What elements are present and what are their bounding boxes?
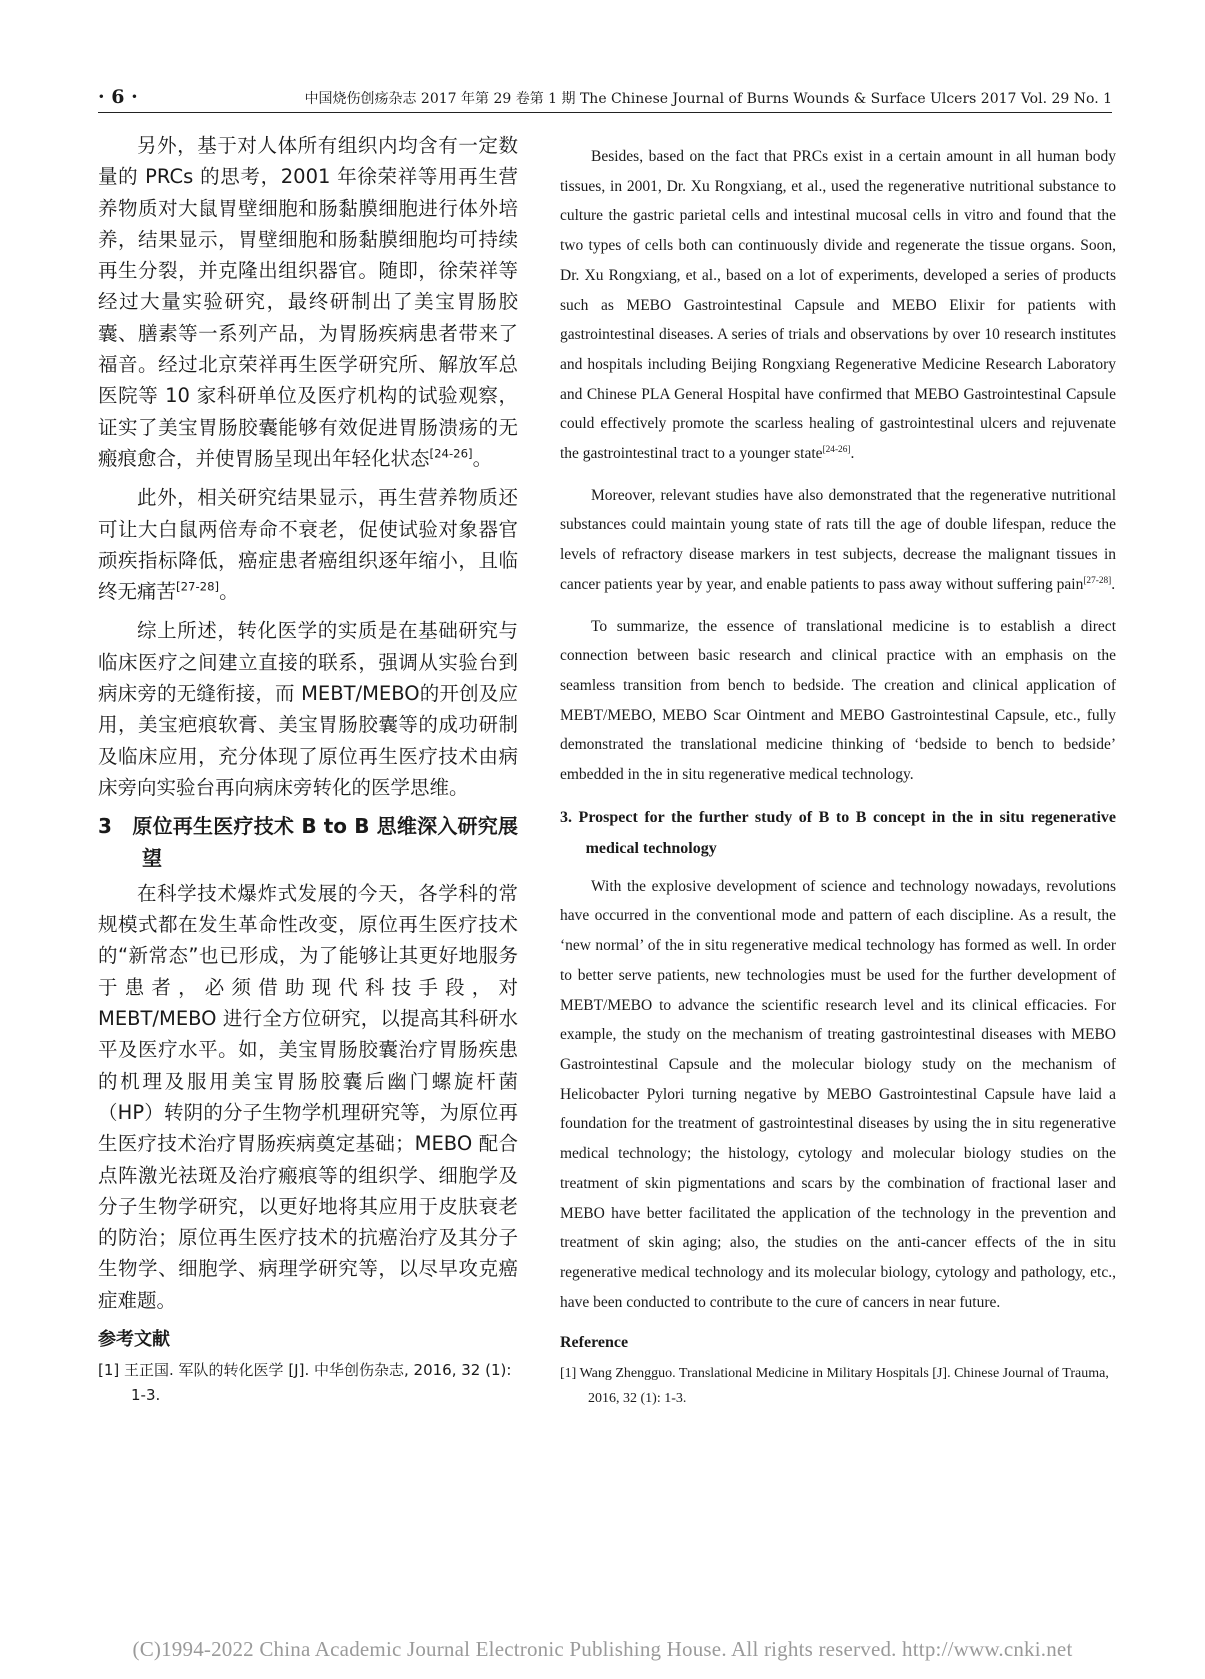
english-column [560,142,1116,1411]
zh-reference-title: 参考文献 [98,1328,170,1350]
zh-paragraph-4: 在科学技术爆炸式发展的今天，各学科的常规模式都在发生革命性改变，原位再生医疗技术的“新常态”也已形成，为了能够让其更好地服务于患者，必须借助现代科技手段，对 MEBT/MEBO 进行全方位研究，以提高其科研水平及医疗水平。如，美宝胃肠胶囊治疗胃肠疾患的机理及服用美宝胃肠胶囊后幽门螺旋杆菌（HP）转阴的分子生物学机理研究等，为原位再生医疗技术治疗胃肠疾病奠定基础；MEBO 配合点阵激光祛斑及治疗瘢痕等的组织学、细胞学及分子生物学研究，以更好地将其应用于皮肤衰老的防治；原位再生医疗技术的抗癌治疗及其分子生物学、细胞学、病理学研究等，以尽早攻克癌症难题。 [98,881,518,1312]
zh-citation-24-26: [24-26] [429,446,473,461]
zh-paragraph-3: 综上所述，转化医学的实质是在基础研究与临床医疗之间建立直接的联系，强调从实验台到病床旁的无缝衔接，而 MEBT/MEBO的开创及应用，美宝疤痕软膏、美宝胃肠胶囊等的成功研制及临床应用，充分体现了原位再生医疗技术由病床旁向实验台再向病床旁转化的医学思维。 [98,619,518,799]
zh-paragraph-2: 此外，相关研究结果显示，再生营养物质还可让大白鼠两倍寿命不衰老，促使试验对象器官顽疾指标降低，癌症患者癌组织逐年缩小，且临终无痛苦[27-28]。 [98,486,518,604]
en-citation-24-26: [24-26] [822,444,851,455]
page-header [98,84,1112,113]
copyright-footer: (C)1994-2022 China Academic Journal Electronic Publishing House. All rights reserved. http://www.cnki.net [132,1637,1073,1661]
page-number: · 6 · [98,86,138,108]
en-reference-1: [1] Wang Zhengguo. Translational Medicine in Military Hospitals [J]. Chinese Journal of Trauma, 2016, 32 (1): 1-3. [560,1366,1109,1407]
en-paragraph-1: Besides, based on the fact that PRCs exist in a certain amount in all human body tissues, in 2001, Dr. Xu Rongxiang, et al., used the regenerative nutritional substance to culture the gastric parietal cells and intestinal mucosal cells in vitro and found that the two types of cells both can continuously divide and regenerate the tissue organs. Soon, Dr. Xu Rongxiang, et al., based on a lot of experiments, developed a series of products such as MEBO Gastrointestinal Capsule and MEBO Elixir for patients with gastrointestinal diseases. A series of trials and observations by over 10 research institutes and hospitals including Beijing Rongxiang Regenerative Medicine Research Laboratory and Chinese PLA General Hospital have confirmed that MEBO Gastrointestinal Capsule could effectively promote the scarless healing of gastrointestinal ulcers and rejuvenate the gastrointestinal tract to a younger state[24-26]. [560,148,1116,463]
en-paragraph-3: To summarize, the essence of translational medicine is to establish a direct connection between basic research and clinical practice with an emphasis on the seamless transition from bench to bedside. The creation and clinical application of MEBT/MEBO, MEBO Scar Ointment and MEBO Gastrointestinal Capsule, etc., fully demonstrated the translational medicine thinking of ‘bedside to bench to bedside’ embedded in the in situ regenerative medical technology. [560,617,1116,784]
en-reference-title: Reference [560,1334,629,1352]
zh-citation-27-28: [27-28] [176,579,220,594]
running-head: 中国烧伤创疡杂志 2017 年第 29 卷第 1 期 The Chinese Journal of Burns Wounds & Surface Ulcers 2017 Vol. 29 No. 1 [304,91,1112,107]
en-section-heading: 3. Prospect for the further study of B to B concept in the in situ regenerative medical technology [560,808,1116,857]
zh-section-heading: 3 原位再生医疗技术 B to B 思维深入研究展望 [98,814,518,870]
zh-reference-1: [1] 王正国. 军队的转化医学 [J]. 中华创伤杂志, 2016, 32 (1): 1-3. [98,1360,512,1404]
chinese-column [98,130,518,1408]
en-paragraph-2: Moreover, relevant studies have also demonstrated that the regenerative nutritional substances could maintain young state of rats till the age of double lifespan, reduce the levels of refractory disease markers in test subjects, decrease the malignant tissues in cancer patients year by year, and enable patients to pass away without suffering pain[27-28]. [560,486,1116,593]
en-citation-27-28: [27-28] [1083,575,1112,586]
en-paragraph-4: With the explosive development of science and technology nowadays, revolutions have occurred in the conventional mode and pattern of each discipline. As a result, the ‘new normal’ of the in situ regenerative medical technology has formed as well. In order to better serve patients, new technologies must be used for the further development of MEBT/MEBO to advance the scientific research level and its clinical efficacies. For example, the study on the mechanism of treating gastrointestinal diseases with MEBO Gastrointestinal Capsule and the molecular biology study on the mechanism of Helicobacter Pylori turning negative by MEBO Gastrointestinal Capsule have laid a foundation for the treatment of gastrointestinal diseases by using the in situ regenerative medical technology; the histology, cytology and molecular biology studies on the treatment of skin pigmentations and scars by the combination of fractional laser and MEBO have better facilitated the application of the technology in the prevention and treatment of skin aging; also, the studies on the anti-cancer effects of the in situ regenerative medical technology and its molecular biology, cytology and pathology, etc., have been conducted to contribute to the cure of cancers in near future. [560,877,1116,1311]
zh-paragraph-1: 另外，基于对人体所有组织内均含有一定数量的 PRCs 的思考，2001 年徐荣祥等用再生营养物质对大鼠胃壁细胞和肠黏膜细胞进行体外培养，结果显示，胃壁细胞和肠黏膜细胞均可持续再生分裂，并克隆出组织器官。随即，徐荣祥等经过大量实验研究，最终研制出了美宝胃肠胶囊、膳素等一系列产品，为胃肠疾病患者带来了福音。经过北京荣祥再生医学研究所、解放军总医院等 10 家科研单位及医疗机构的试验观察，证实了美宝胃肠胶囊能够有效促进胃肠溃疡的无瘢痕愈合，并使胃肠呈现出年轻化状态[24-26]。 [98,134,518,470]
